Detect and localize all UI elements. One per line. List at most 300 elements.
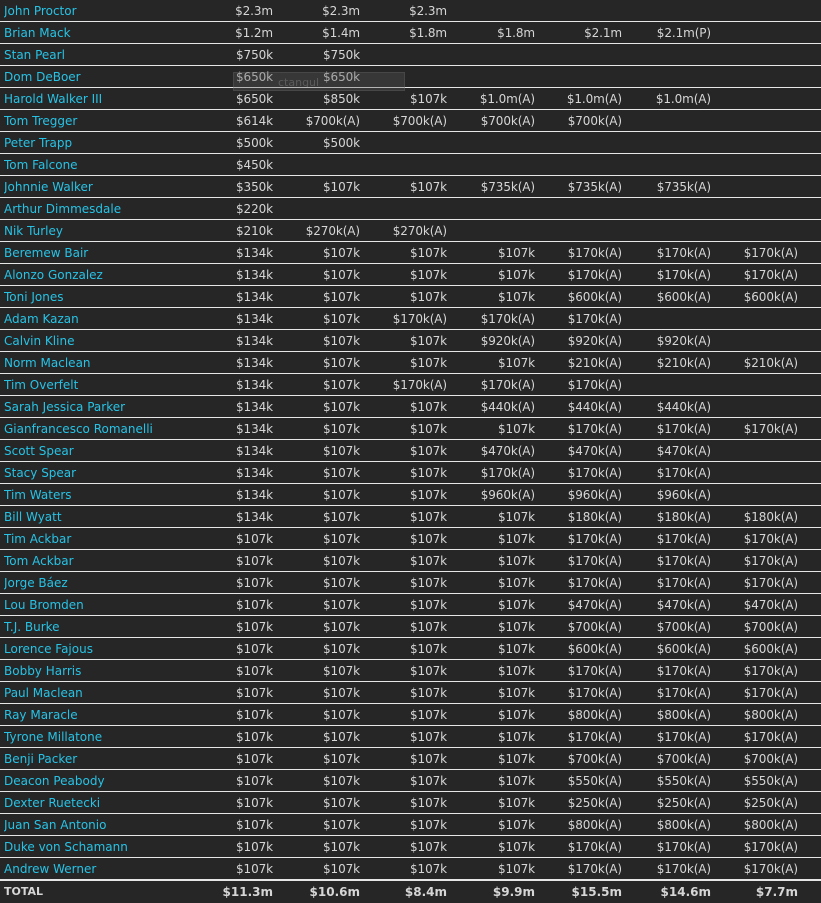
salary-cell-year-4: $107k (498, 862, 535, 876)
salary-cell-year-1: $107k (236, 752, 273, 766)
salary-cell-year-4: $107k (498, 686, 535, 700)
salary-cell-year-2: $750k (323, 48, 360, 62)
salary-cell-year-6: $920k(A) (656, 334, 711, 348)
table-row (0, 374, 821, 396)
salary-cell-year-3: $107k (410, 268, 447, 282)
salary-cell-year-3 (374, 132, 447, 153)
salary-cell-year-4 (461, 132, 535, 153)
salary-cell-year-5: $440k(A) (567, 400, 622, 414)
table-row (0, 462, 821, 484)
salary-cell-year-5 (548, 154, 622, 175)
table-row (0, 308, 821, 330)
salary-cell-year-7: $600k(A) (743, 642, 798, 656)
table-row (0, 484, 821, 506)
player-name-link[interactable]: Duke von Schamann (4, 840, 128, 854)
player-name-link[interactable]: Deacon Peabody (4, 774, 105, 788)
table-row (0, 176, 821, 198)
player-name-link[interactable]: Tom Tregger (4, 114, 78, 128)
salary-cell-year-6 (636, 220, 711, 241)
player-name-link[interactable]: Ray Maracle (4, 708, 78, 722)
salary-cell-year-2: $270k(A) (305, 224, 360, 238)
salary-cell-year-7: $170k(A) (743, 532, 798, 546)
salary-cell-year-7 (723, 22, 798, 43)
salary-cell-year-1: $134k (236, 334, 273, 348)
salary-cell-year-1: $107k (236, 708, 273, 722)
total-value-year-2: $10.6m (309, 885, 360, 899)
salary-cell-year-7 (723, 0, 798, 21)
salary-cell-year-3: $107k (410, 180, 447, 194)
salary-cell-year-3: $107k (410, 642, 447, 656)
player-name-link[interactable]: Bill Wyatt (4, 510, 62, 524)
salary-cell-year-2: $107k (323, 862, 360, 876)
salary-cell-year-5: $920k(A) (567, 334, 622, 348)
salary-cell-year-5: $470k(A) (567, 598, 622, 612)
salary-cell-year-6: $960k(A) (656, 488, 711, 502)
table-row (0, 792, 821, 814)
player-name-link[interactable]: T.J. Burke (4, 620, 60, 634)
salary-cell-year-5: $700k(A) (567, 620, 622, 634)
salary-cell-year-7: $170k(A) (743, 664, 798, 678)
salary-cell-year-6: $170k(A) (656, 268, 711, 282)
salary-cell-year-4: $170k(A) (480, 378, 535, 392)
player-name-link[interactable]: John Proctor (4, 4, 77, 18)
salary-cell-year-7 (723, 88, 798, 109)
salary-cell-year-1: $220k (236, 202, 273, 216)
salary-cell-year-4: $107k (498, 730, 535, 744)
salary-cell-year-3: $107k (410, 488, 447, 502)
salary-cell-year-2: $1.4m (322, 26, 360, 40)
salary-cell-year-5: $170k(A) (567, 466, 622, 480)
table-row (0, 638, 821, 660)
salary-cell-year-7: $550k(A) (743, 774, 798, 788)
salary-cell-year-5: $170k(A) (567, 862, 622, 876)
salary-cell-year-3: $107k (410, 466, 447, 480)
player-name-link[interactable]: Scott Spear (4, 444, 74, 458)
player-name-link[interactable]: Harold Walker III (4, 92, 103, 106)
salary-cell-year-1: $134k (236, 246, 273, 260)
salary-cell-year-2: $107k (323, 422, 360, 436)
salary-cell-year-4: $440k(A) (480, 400, 535, 414)
player-name-link[interactable]: Juan San Antonio (4, 818, 107, 832)
salary-cell-year-1: $134k (236, 422, 273, 436)
salary-cell-year-3: $170k(A) (392, 378, 447, 392)
salary-cell-year-5: $170k(A) (567, 246, 622, 260)
salary-cell-year-6: $800k(A) (656, 818, 711, 832)
player-name-link[interactable]: Lou Bromden (4, 598, 84, 612)
salary-cell-year-2: $107k (323, 774, 360, 788)
salary-cell-year-4: $470k(A) (480, 444, 535, 458)
salary-cell-year-3: $107k (410, 818, 447, 832)
salary-cell-year-2: $107k (323, 488, 360, 502)
table-row (0, 726, 821, 748)
salary-cell-year-7 (723, 66, 798, 87)
salary-cell-year-4: $170k(A) (480, 466, 535, 480)
salary-cell-year-4: $107k (498, 598, 535, 612)
salary-cell-year-2: $107k (323, 664, 360, 678)
salary-cell-year-2 (287, 198, 360, 219)
salary-cell-year-5 (548, 0, 622, 21)
total-value-year-3: $8.4m (404, 885, 447, 899)
salary-cell-year-1: $107k (236, 664, 273, 678)
salary-cell-year-3: $107k (410, 400, 447, 414)
player-name-link[interactable]: Dom DeBoer (4, 70, 81, 84)
salary-cell-year-6: $250k(A) (656, 796, 711, 810)
salary-cell-year-7: $170k(A) (743, 686, 798, 700)
table-row (0, 572, 821, 594)
salary-cell-year-4: $107k (498, 818, 535, 832)
total-value-year-5: $15.5m (571, 885, 622, 899)
salary-cell-year-2: $107k (323, 400, 360, 414)
salary-cell-year-7: $800k(A) (743, 818, 798, 832)
salary-cell-year-6 (636, 0, 711, 21)
salary-cell-year-6: $550k(A) (656, 774, 711, 788)
salary-cell-year-1: $107k (236, 554, 273, 568)
player-name-link[interactable]: Tom Ackbar (4, 554, 74, 568)
salary-cell-year-7: $170k(A) (743, 730, 798, 744)
salary-cell-year-6: $800k(A) (656, 708, 711, 722)
salary-cell-year-5: $170k(A) (567, 730, 622, 744)
table-row (0, 44, 821, 66)
salary-cell-year-1: $650k (236, 70, 273, 84)
player-name-link[interactable]: Andrew Werner (4, 862, 97, 876)
salary-cell-year-7 (723, 132, 798, 153)
salary-cell-year-3: $107k (410, 752, 447, 766)
salary-cell-year-1: $107k (236, 818, 273, 832)
salary-cell-year-3: $107k (410, 92, 447, 106)
salary-cell-year-5 (548, 66, 622, 87)
salary-cell-year-3: $107k (410, 510, 447, 524)
salary-cell-year-3: $107k (410, 686, 447, 700)
salary-cell-year-2: $107k (323, 686, 360, 700)
salary-cell-year-1: $134k (236, 466, 273, 480)
salary-cell-year-4 (461, 154, 535, 175)
salary-cell-year-2: $107k (323, 334, 360, 348)
table-row (0, 220, 821, 242)
player-name-link[interactable]: Tim Overfelt (4, 378, 79, 392)
salary-cell-year-2: $650k (323, 70, 360, 84)
salary-cell-year-1: $2.3m (235, 4, 273, 18)
table-row (0, 330, 821, 352)
salary-cell-year-6 (636, 154, 711, 175)
salary-cell-year-1: $614k (236, 114, 273, 128)
player-name-link[interactable]: Stan Pearl (4, 48, 65, 62)
salary-cell-year-5: $170k(A) (567, 576, 622, 590)
player-name-link[interactable]: Beremew Bair (4, 246, 89, 260)
player-name-link[interactable]: Calvin Kline (4, 334, 75, 348)
salary-cell-year-4: $107k (498, 642, 535, 656)
salary-cell-year-5: $960k(A) (567, 488, 622, 502)
salary-cell-year-5: $170k(A) (567, 422, 622, 436)
salary-cell-year-3: $107k (410, 796, 447, 810)
salary-cell-year-1: $450k (236, 158, 273, 172)
table-row (0, 770, 821, 792)
salary-cell-year-5: $170k(A) (567, 532, 622, 546)
salary-cell-year-1: $107k (236, 576, 273, 590)
salary-cell-year-3: $107k (410, 708, 447, 722)
salary-cell-year-2: $700k(A) (305, 114, 360, 128)
salary-cell-year-4: $107k (498, 664, 535, 678)
salary-cell-year-2: $107k (323, 510, 360, 524)
salary-cell-year-1: $107k (236, 686, 273, 700)
player-name-link[interactable]: Tim Waters (4, 488, 72, 502)
salary-cell-year-3: $107k (410, 444, 447, 458)
salary-cell-year-2: $107k (323, 356, 360, 370)
salary-cell-year-6: $470k(A) (656, 598, 711, 612)
salary-cell-year-1: $210k (236, 224, 273, 238)
salary-cell-year-6: $170k(A) (656, 554, 711, 568)
salary-cell-year-3: $107k (410, 422, 447, 436)
table-row (0, 198, 821, 220)
player-name-link[interactable]: Paul Maclean (4, 686, 83, 700)
salary-cell-year-4: $920k(A) (480, 334, 535, 348)
salary-cell-year-5: $735k(A) (567, 180, 622, 194)
salary-cell-year-7: $700k(A) (743, 620, 798, 634)
table-row (0, 286, 821, 308)
salary-cell-year-5: $600k(A) (567, 642, 622, 656)
total-value-year-7: $7.7m (755, 885, 798, 899)
player-name-link[interactable]: Jorge Báez (4, 576, 68, 590)
salary-cell-year-2: $2.3m (322, 4, 360, 18)
table-row (0, 506, 821, 528)
table-row (0, 682, 821, 704)
salary-cell-year-5: $800k(A) (567, 708, 622, 722)
player-name-link[interactable]: Arthur Dimmesdale (4, 202, 122, 216)
salary-cell-year-4: $735k(A) (480, 180, 535, 194)
salary-cell-year-3: $700k(A) (392, 114, 447, 128)
salary-cell-year-3: $107k (410, 356, 447, 370)
salary-cell-year-7: $180k(A) (743, 510, 798, 524)
salary-cell-year-6: $170k(A) (656, 532, 711, 546)
salary-cell-year-7 (723, 484, 798, 505)
table-row (0, 858, 821, 880)
salary-cell-year-4: $700k(A) (480, 114, 535, 128)
salary-cell-year-2: $107k (323, 378, 360, 392)
salary-cell-year-5: $170k(A) (567, 686, 622, 700)
salary-cell-year-7: $210k(A) (743, 356, 798, 370)
player-name-link[interactable]: Tom Falcone (4, 158, 78, 172)
salary-cell-year-6 (636, 132, 711, 153)
salary-cell-year-5: $800k(A) (567, 818, 622, 832)
salary-cell-year-7 (723, 44, 798, 65)
salary-cell-year-6: $180k(A) (656, 510, 711, 524)
player-name-link[interactable]: Alonzo Gonzalez (4, 268, 103, 282)
salary-cell-year-1: $107k (236, 598, 273, 612)
salary-cell-year-4: $107k (498, 752, 535, 766)
salary-cell-year-7 (723, 198, 798, 219)
salary-cell-year-3 (374, 198, 447, 219)
salary-cell-year-5: $700k(A) (567, 114, 622, 128)
salary-cell-year-6: $170k(A) (656, 862, 711, 876)
player-name-link[interactable]: Peter Trapp (4, 136, 73, 150)
salary-cell-year-7: $170k(A) (743, 554, 798, 568)
player-name-link[interactable]: Sarah Jessica Parker (4, 400, 126, 414)
salary-cell-year-6 (636, 374, 711, 395)
player-name-link[interactable]: Norm Maclean (4, 356, 91, 370)
salary-cell-year-1: $650k (236, 92, 273, 106)
salary-cell-year-1: $107k (236, 620, 273, 634)
salary-cell-year-7: $700k(A) (743, 752, 798, 766)
salary-cell-year-2: $500k (323, 136, 360, 150)
salary-cell-year-3: $107k (410, 774, 447, 788)
salary-cell-year-3: $107k (410, 664, 447, 678)
player-name-link[interactable]: Benji Packer (4, 752, 78, 766)
table-row (0, 22, 821, 44)
salary-cell-year-6: $170k(A) (656, 730, 711, 744)
salary-cell-year-1: $350k (236, 180, 273, 194)
salary-cell-year-5: $170k(A) (567, 312, 622, 326)
salary-cell-year-2: $107k (323, 466, 360, 480)
salary-cell-year-3: $170k(A) (392, 312, 447, 326)
salary-cell-year-1: $134k (236, 488, 273, 502)
salary-cell-year-6 (636, 110, 711, 131)
table-row (0, 550, 821, 572)
table-row (0, 88, 821, 110)
salary-cell-year-1: $134k (236, 312, 273, 326)
salary-cell-year-5: $170k(A) (567, 664, 622, 678)
salary-cell-year-2: $107k (323, 620, 360, 634)
player-name-link[interactable]: Tyrone Millatone (4, 730, 103, 744)
salary-cell-year-5: $470k(A) (567, 444, 622, 458)
salary-cell-year-1: $134k (236, 400, 273, 414)
total-value-year-6: $14.6m (660, 885, 711, 899)
salary-cell-year-4: $1.0m(A) (479, 92, 535, 106)
salary-cell-year-6: $170k(A) (656, 246, 711, 260)
salary-cell-year-4: $107k (498, 246, 535, 260)
salary-cell-year-5: $210k(A) (567, 356, 622, 370)
salary-cell-year-5: $170k(A) (567, 268, 622, 282)
salary-cell-year-6: $170k(A) (656, 466, 711, 480)
faded-tooltip: ctangul (233, 72, 405, 91)
salary-cell-year-4: $107k (498, 620, 535, 634)
salary-cell-year-6 (636, 198, 711, 219)
player-name-link[interactable]: Lorence Fajous (4, 642, 93, 656)
salary-cell-year-6: $170k(A) (656, 840, 711, 854)
salary-cell-year-1: $107k (236, 532, 273, 546)
table-row (0, 418, 821, 440)
salary-cell-year-1: $134k (236, 510, 273, 524)
salary-cell-year-4: $107k (498, 708, 535, 722)
salary-cell-year-4: $107k (498, 774, 535, 788)
salary-cell-year-2: $107k (323, 730, 360, 744)
salary-cell-year-2: $107k (323, 796, 360, 810)
salary-cell-year-3: $107k (410, 554, 447, 568)
salary-cell-year-3: $1.8m (409, 26, 447, 40)
salary-cell-year-5 (548, 198, 622, 219)
salary-cell-year-7 (723, 462, 798, 483)
salary-cell-year-5: $250k(A) (567, 796, 622, 810)
salary-cell-year-7: $800k(A) (743, 708, 798, 722)
player-name-link[interactable]: Nik Turley (4, 224, 63, 238)
salary-cell-year-7 (723, 154, 798, 175)
salary-cell-year-6: $700k(A) (656, 620, 711, 634)
salary-cell-year-4: $107k (498, 290, 535, 304)
salary-cell-year-1: $107k (236, 642, 273, 656)
salary-cell-year-6: $170k(A) (656, 576, 711, 590)
salary-cell-year-4: $960k(A) (480, 488, 535, 502)
player-name-link[interactable]: Dexter Ruetecki (4, 796, 101, 810)
salary-cell-year-4: $107k (498, 796, 535, 810)
salary-cell-year-6 (636, 308, 711, 329)
player-name-link[interactable]: Johnnie Walker (4, 180, 93, 194)
salary-cell-year-2: $850k (323, 92, 360, 106)
table-row (0, 440, 821, 462)
salary-cell-year-2: $107k (323, 532, 360, 546)
salary-cell-year-5: $170k(A) (567, 554, 622, 568)
salary-cell-year-2: $107k (323, 840, 360, 854)
salary-cell-year-4: $107k (498, 356, 535, 370)
table-row (0, 66, 821, 88)
table-row (0, 814, 821, 836)
salary-cell-year-6: $600k(A) (656, 290, 711, 304)
player-name-link[interactable]: Stacy Spear (4, 466, 77, 480)
salary-cell-year-6: $735k(A) (656, 180, 711, 194)
salary-cell-year-6: $170k(A) (656, 422, 711, 436)
salary-cell-year-4: $107k (498, 532, 535, 546)
salary-cell-year-3: $107k (410, 730, 447, 744)
salary-cell-year-6: $210k(A) (656, 356, 711, 370)
salary-cell-year-5: $700k(A) (567, 752, 622, 766)
table-row (0, 616, 821, 638)
player-name-link[interactable]: Gianfrancesco Romanelli (4, 422, 153, 436)
salary-cell-year-6 (636, 66, 711, 87)
salary-cell-year-6: $1.0m(A) (655, 92, 711, 106)
salary-cell-year-7 (723, 220, 798, 241)
salary-cell-year-4: $107k (498, 510, 535, 524)
salary-cell-year-4: $107k (498, 840, 535, 854)
salary-cell-year-4 (461, 44, 535, 65)
salary-cell-year-5 (548, 220, 622, 241)
salary-cell-year-1: $107k (236, 730, 273, 744)
salary-cell-year-1: $1.2m (235, 26, 273, 40)
player-name-link[interactable]: Tim Ackbar (4, 532, 72, 546)
table-row (0, 528, 821, 550)
player-name-link[interactable]: Bobby Harris (4, 664, 82, 678)
salary-cell-year-2 (287, 154, 360, 175)
salary-cell-year-4: $107k (498, 422, 535, 436)
salary-cell-year-3: $107k (410, 290, 447, 304)
salary-cell-year-1: $500k (236, 136, 273, 150)
salary-cell-year-4: $107k (498, 554, 535, 568)
salary-cell-year-7: $170k(A) (743, 840, 798, 854)
table-row (0, 594, 821, 616)
salary-cell-year-3 (374, 154, 447, 175)
salary-cell-year-7 (723, 374, 798, 395)
player-name-link[interactable]: Adam Kazan (4, 312, 79, 326)
salary-cell-year-3 (374, 66, 447, 87)
salary-cell-year-3: $107k (410, 532, 447, 546)
table-row (0, 110, 821, 132)
salary-cell-year-2: $107k (323, 818, 360, 832)
salary-cell-year-2: $107k (323, 246, 360, 260)
table-row (0, 660, 821, 682)
table-row (0, 154, 821, 176)
salary-cell-year-2: $107k (323, 268, 360, 282)
player-name-link[interactable]: Brian Mack (4, 26, 71, 40)
salary-cell-year-7: $170k(A) (743, 862, 798, 876)
salary-cell-year-2: $107k (323, 180, 360, 194)
salary-cell-year-5: $170k(A) (567, 840, 622, 854)
salary-cell-year-2: $107k (323, 598, 360, 612)
salary-cell-year-7: $600k(A) (743, 290, 798, 304)
salary-cell-year-1: $750k (236, 48, 273, 62)
salary-cell-year-7 (723, 440, 798, 461)
salary-cell-year-4 (461, 0, 535, 21)
table-row (0, 264, 821, 286)
player-name-link[interactable]: Toni Jones (4, 290, 64, 304)
salary-cell-year-2: $107k (323, 554, 360, 568)
salary-cell-year-4 (461, 198, 535, 219)
table-row (0, 396, 821, 418)
